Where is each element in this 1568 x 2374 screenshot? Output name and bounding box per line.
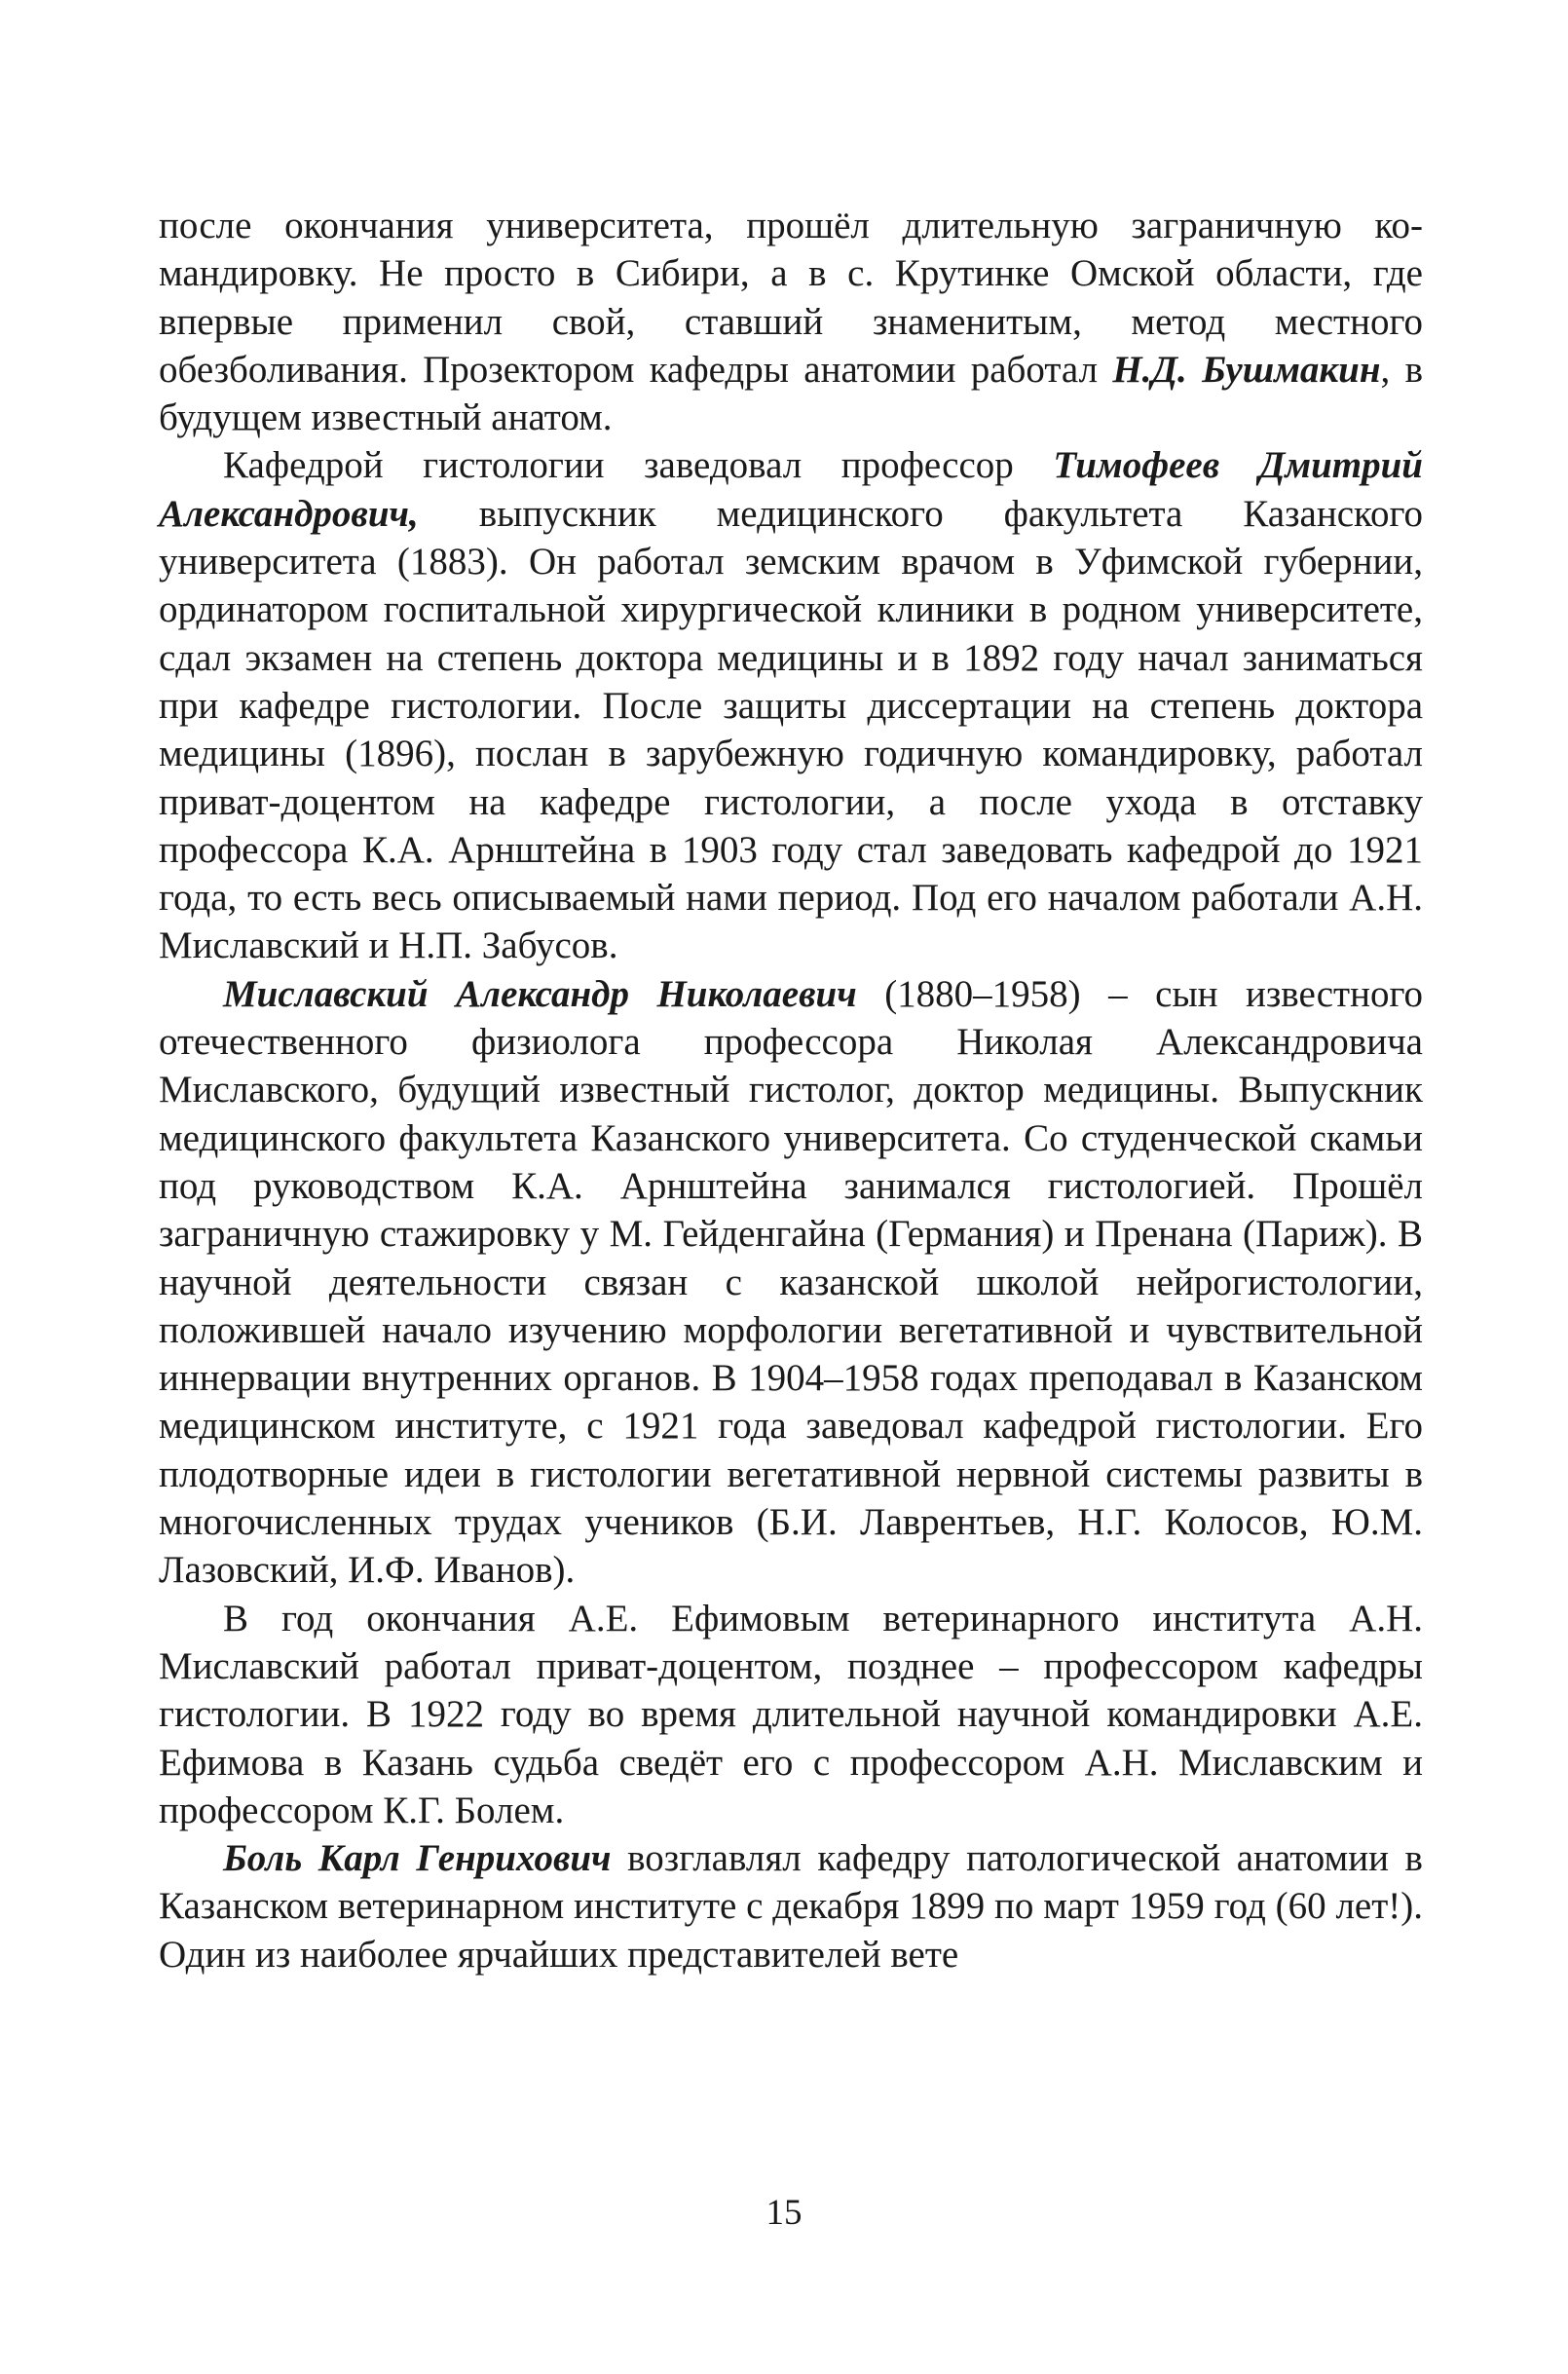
paragraph-1-text-2: , в будущем известный анатом. bbox=[159, 348, 1423, 439]
paragraph-5-text-1: возглавлял кафедру патологической анатомии в Казанском ветеринарном институте с декабря 1899 по март 1959 год (60 лет!). Один из наиболее ярчайших представителей вете bbox=[159, 1837, 1423, 1976]
paragraph-2-text-1: Кафедрой гистологии заведовал профессор bbox=[223, 444, 1054, 487]
paragraph-2-text-2: выпускник медицинского факультета Казанского университета (1883). Он работал земским врачом в Уфимской губернии, ординатором госпитальной хирургической клиники в родном университете, сдал экзамен на степень доктора медицины и в 1892 году начал заниматься при кафедре гистологии. После защиты диссертации на степень доктора медицины (1896), послан в зарубежную годичную командировку, работал приват-доцентом на кафедре гистологии, а после ухода в отставку профессора К.А. Арнштейна в 1903 году стал заведовать кафедрой до 1921 года, то есть весь описываемый нами период. Под его началом работали А.Н. Миславский и Н.П. Забусов. bbox=[159, 492, 1423, 967]
person-name-timofeev: Тимофеев Дмитрий Александрович, bbox=[159, 444, 1423, 535]
paragraph-1 bbox=[159, 202, 1423, 441]
page-number: 15 bbox=[765, 2193, 803, 2233]
paragraph-1-text-1: после окончания университета, прошёл длительную заграничную командировку. Не просто в Сибири, а в с. Крутинке Омской области, где впервые применил свой, ставший знаменитым, метод местного обезболивания. Прозектором кафедры анатомии работал bbox=[159, 205, 1423, 391]
paragraph-3 bbox=[159, 970, 1423, 1595]
paragraph-4 bbox=[159, 1595, 1423, 1834]
paragraph-5 bbox=[159, 1834, 1423, 1978]
paragraph-3-text-1: (1880–1958) – сын известного отечественного физиолога профессора Николая Александровича Миславского, будущий известный гистолог, доктор медицины. Выпускник медицинского факультета Казанского университета. Со студенческой скамьи под руководством К.А. Арнштейна занимался гистологией. Прошёл заграничную стажировку у М. Гейденгайна (Германия) и Пренана (Париж). В научной деятельности связан с казанской школой нейрогистологии, положившей начало изучению морфологии вегетативной и чувствительной иннервации внутренних органов. В 1904–1958 годах преподавал в Казанском медицинском институте, с 1921 года заведовал кафедрой гистологии. Его плодотворные идеи в гистологии вегетативной нервной системы развиты в многочисленных трудах учеников (Б.И. Лаврентьев, Н.Г. Колосов, Ю.М. Лазовский, И.Ф. Иванов). bbox=[159, 972, 1423, 1592]
person-name-bushmakin: Н.Д. Бушмакин bbox=[1112, 348, 1381, 391]
person-name-bol: Боль Карл Генрихович bbox=[223, 1837, 612, 1880]
person-name-mislavsky: Миславский Александр Николаевич bbox=[223, 972, 857, 1015]
paragraph-4-text-1: В год окончания А.Е. Ефимовым ветеринарного института А.Н. Миславский работал приват-доцентом, позднее – профессором кафедры гистологии. В 1922 году во время длительной научной командировки А.Е. Ефимова в Казань судьба сведёт его с профессором А.Н. Миславским и профессором К.Г. Болем. bbox=[159, 1597, 1423, 1831]
paragraph-2 bbox=[159, 441, 1423, 969]
page-body bbox=[159, 202, 1423, 1978]
